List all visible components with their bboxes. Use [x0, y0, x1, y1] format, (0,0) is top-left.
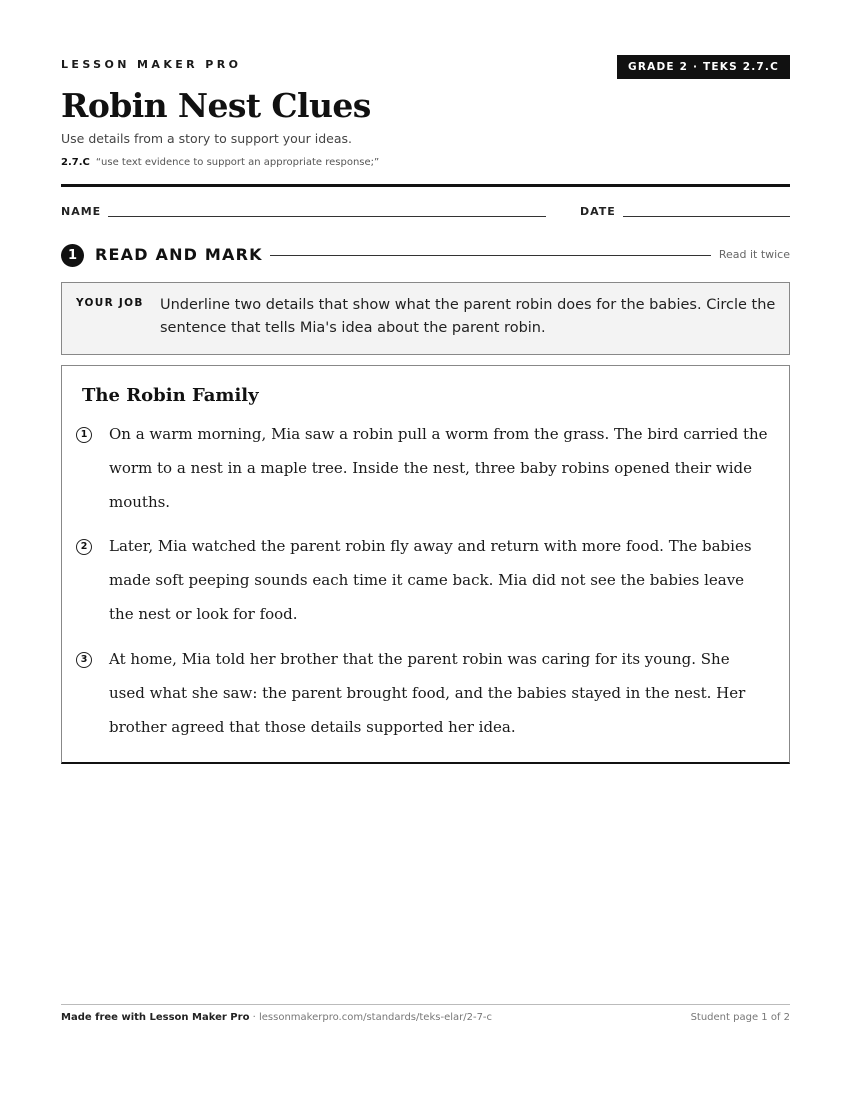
name-label: NAME: [61, 205, 102, 218]
brand-name: LESSON MAKER PRO: [61, 58, 242, 71]
your-job-box: [61, 282, 790, 355]
section-divider: [270, 255, 711, 256]
footer-credit: [61, 1012, 492, 1023]
date-label: DATE: [580, 205, 616, 218]
standard-code: 2.7.C: [61, 157, 90, 168]
paragraph-number-badge: 2: [76, 539, 92, 555]
section-number-badge: 1: [61, 244, 84, 267]
standard-text: “use text evidence to support an appropriate response;”: [95, 157, 380, 168]
grade-badge: GRADE 2 · TEKS 2.7.C: [617, 55, 790, 79]
footer-made-with: Made free with Lesson Maker Pro: [61, 1012, 250, 1023]
footer-separator: ·: [249, 1012, 259, 1023]
worksheet-page: [61, 0, 790, 1100]
page-title: Robin Nest Clues: [61, 86, 371, 125]
section-title: READ AND MARK: [95, 245, 263, 264]
story-title: The Robin Family: [82, 385, 259, 406]
paragraph-number-badge: 3: [76, 652, 92, 668]
paragraph-text: Later, Mia watched the parent robin fly away and return with more food. The babies made soft peeping sounds each time it came back. Mia did not see the babies leave the nest or look for food.: [109, 537, 752, 623]
story-box: [61, 365, 790, 764]
page-subtitle: Use details from a story to support your ideas.: [61, 131, 353, 146]
paragraph-text: On a warm morning, Mia saw a robin pull a worm from the grass. The bird carried the worm to a nest in a maple tree. Inside the nest, three baby robins opened their wide mouths.: [109, 425, 768, 511]
section-note: Read it twice: [718, 248, 790, 261]
date-field[interactable]: [623, 216, 790, 217]
your-job-instructions: Underline two details that show what the parent robin does for the babies. Circle the sentence that tells Mia's idea about the parent robin.: [160, 297, 776, 336]
header-divider: [61, 184, 790, 187]
your-job-label: YOUR JOB: [76, 297, 144, 309]
footer-url[interactable]: lessonmakerpro.com/standards/teks-elar/2-7-c: [258, 1012, 493, 1023]
name-field[interactable]: [108, 216, 546, 217]
footer-divider: [61, 1004, 790, 1005]
footer-page-info: Student page 1 of 2: [690, 1012, 790, 1023]
standard-line: [61, 157, 379, 168]
paragraph-text: At home, Mia told her brother that the parent robin was caring for its young. She used what she saw: the parent brought food, and the babies stayed in the nest. Her brother agreed that those details supported her idea.: [109, 650, 746, 736]
paragraph-number-badge: 1: [76, 427, 92, 443]
